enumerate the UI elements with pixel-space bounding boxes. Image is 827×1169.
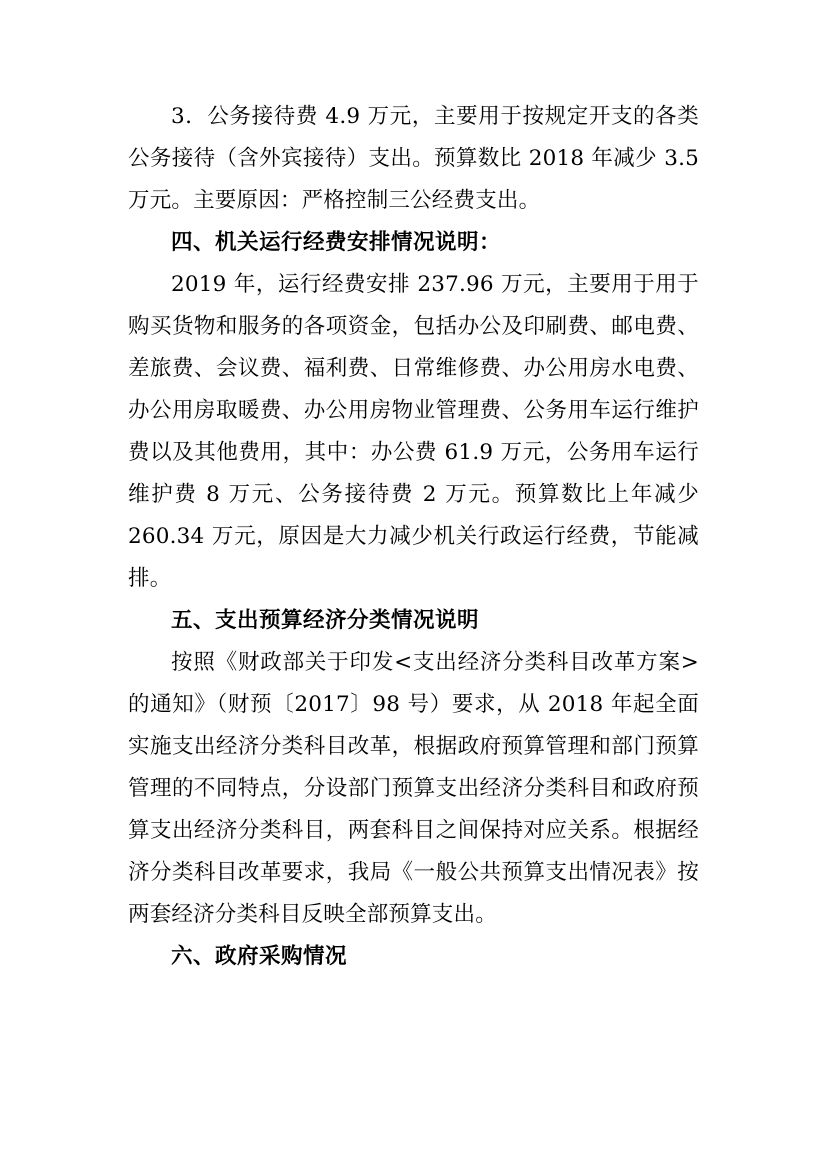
document-body <box>128 96 699 978</box>
paragraph-public-reception: 3．公务接待费 4.9 万元，主要用于按规定开支的各类公务接待（含外宾接待）支出。预算数比 2018 年减少 3.5 万元。主要原因：严格控制三公经费支出。 <box>128 104 699 213</box>
heading-section-five: 五、支出预算经济分类情况说明 <box>171 608 480 633</box>
heading-section-four: 四、机关运行经费安排情况说明： <box>171 230 502 255</box>
paragraph-operating-expense: 2019 年，运行经费安排 237.96 万元，主要用于用于购买货物和服务的各项资金，包括办公及印刷费、邮电费、差旅费、会议费、福利费、日常维修费、办公用房水电费、办公用房取暖费、办公用房物业管理费、公务用车运行维护费以及其他费用，其中：办公费 61.9 万元，公务用车运行维护费 8 万元、公务接待费 2 万元。预算数比上年减少 260.34 万元，原因是大力减少机关行政运行经费，节能减排。 <box>128 272 699 591</box>
heading-section-six: 六、政府采购情况 <box>171 944 348 969</box>
paragraph-economic-classification: 按照《财政部关于印发<支出经济分类科目改革方案>的通知》（财预〔2017〕98 号）要求，从 2018 年起全面实施支出经济分类科目改革，根据政府预算管理和部门预算管理的不同特点，分设部门预算支出经济分类科目和政府预算支出经济分类科目，两套科目之间保持对应关系。根据经济分类科目改革要求，我局《一般公共预算支出情况表》按两套经济分类科目反映全部预算支出。 <box>128 650 699 927</box>
